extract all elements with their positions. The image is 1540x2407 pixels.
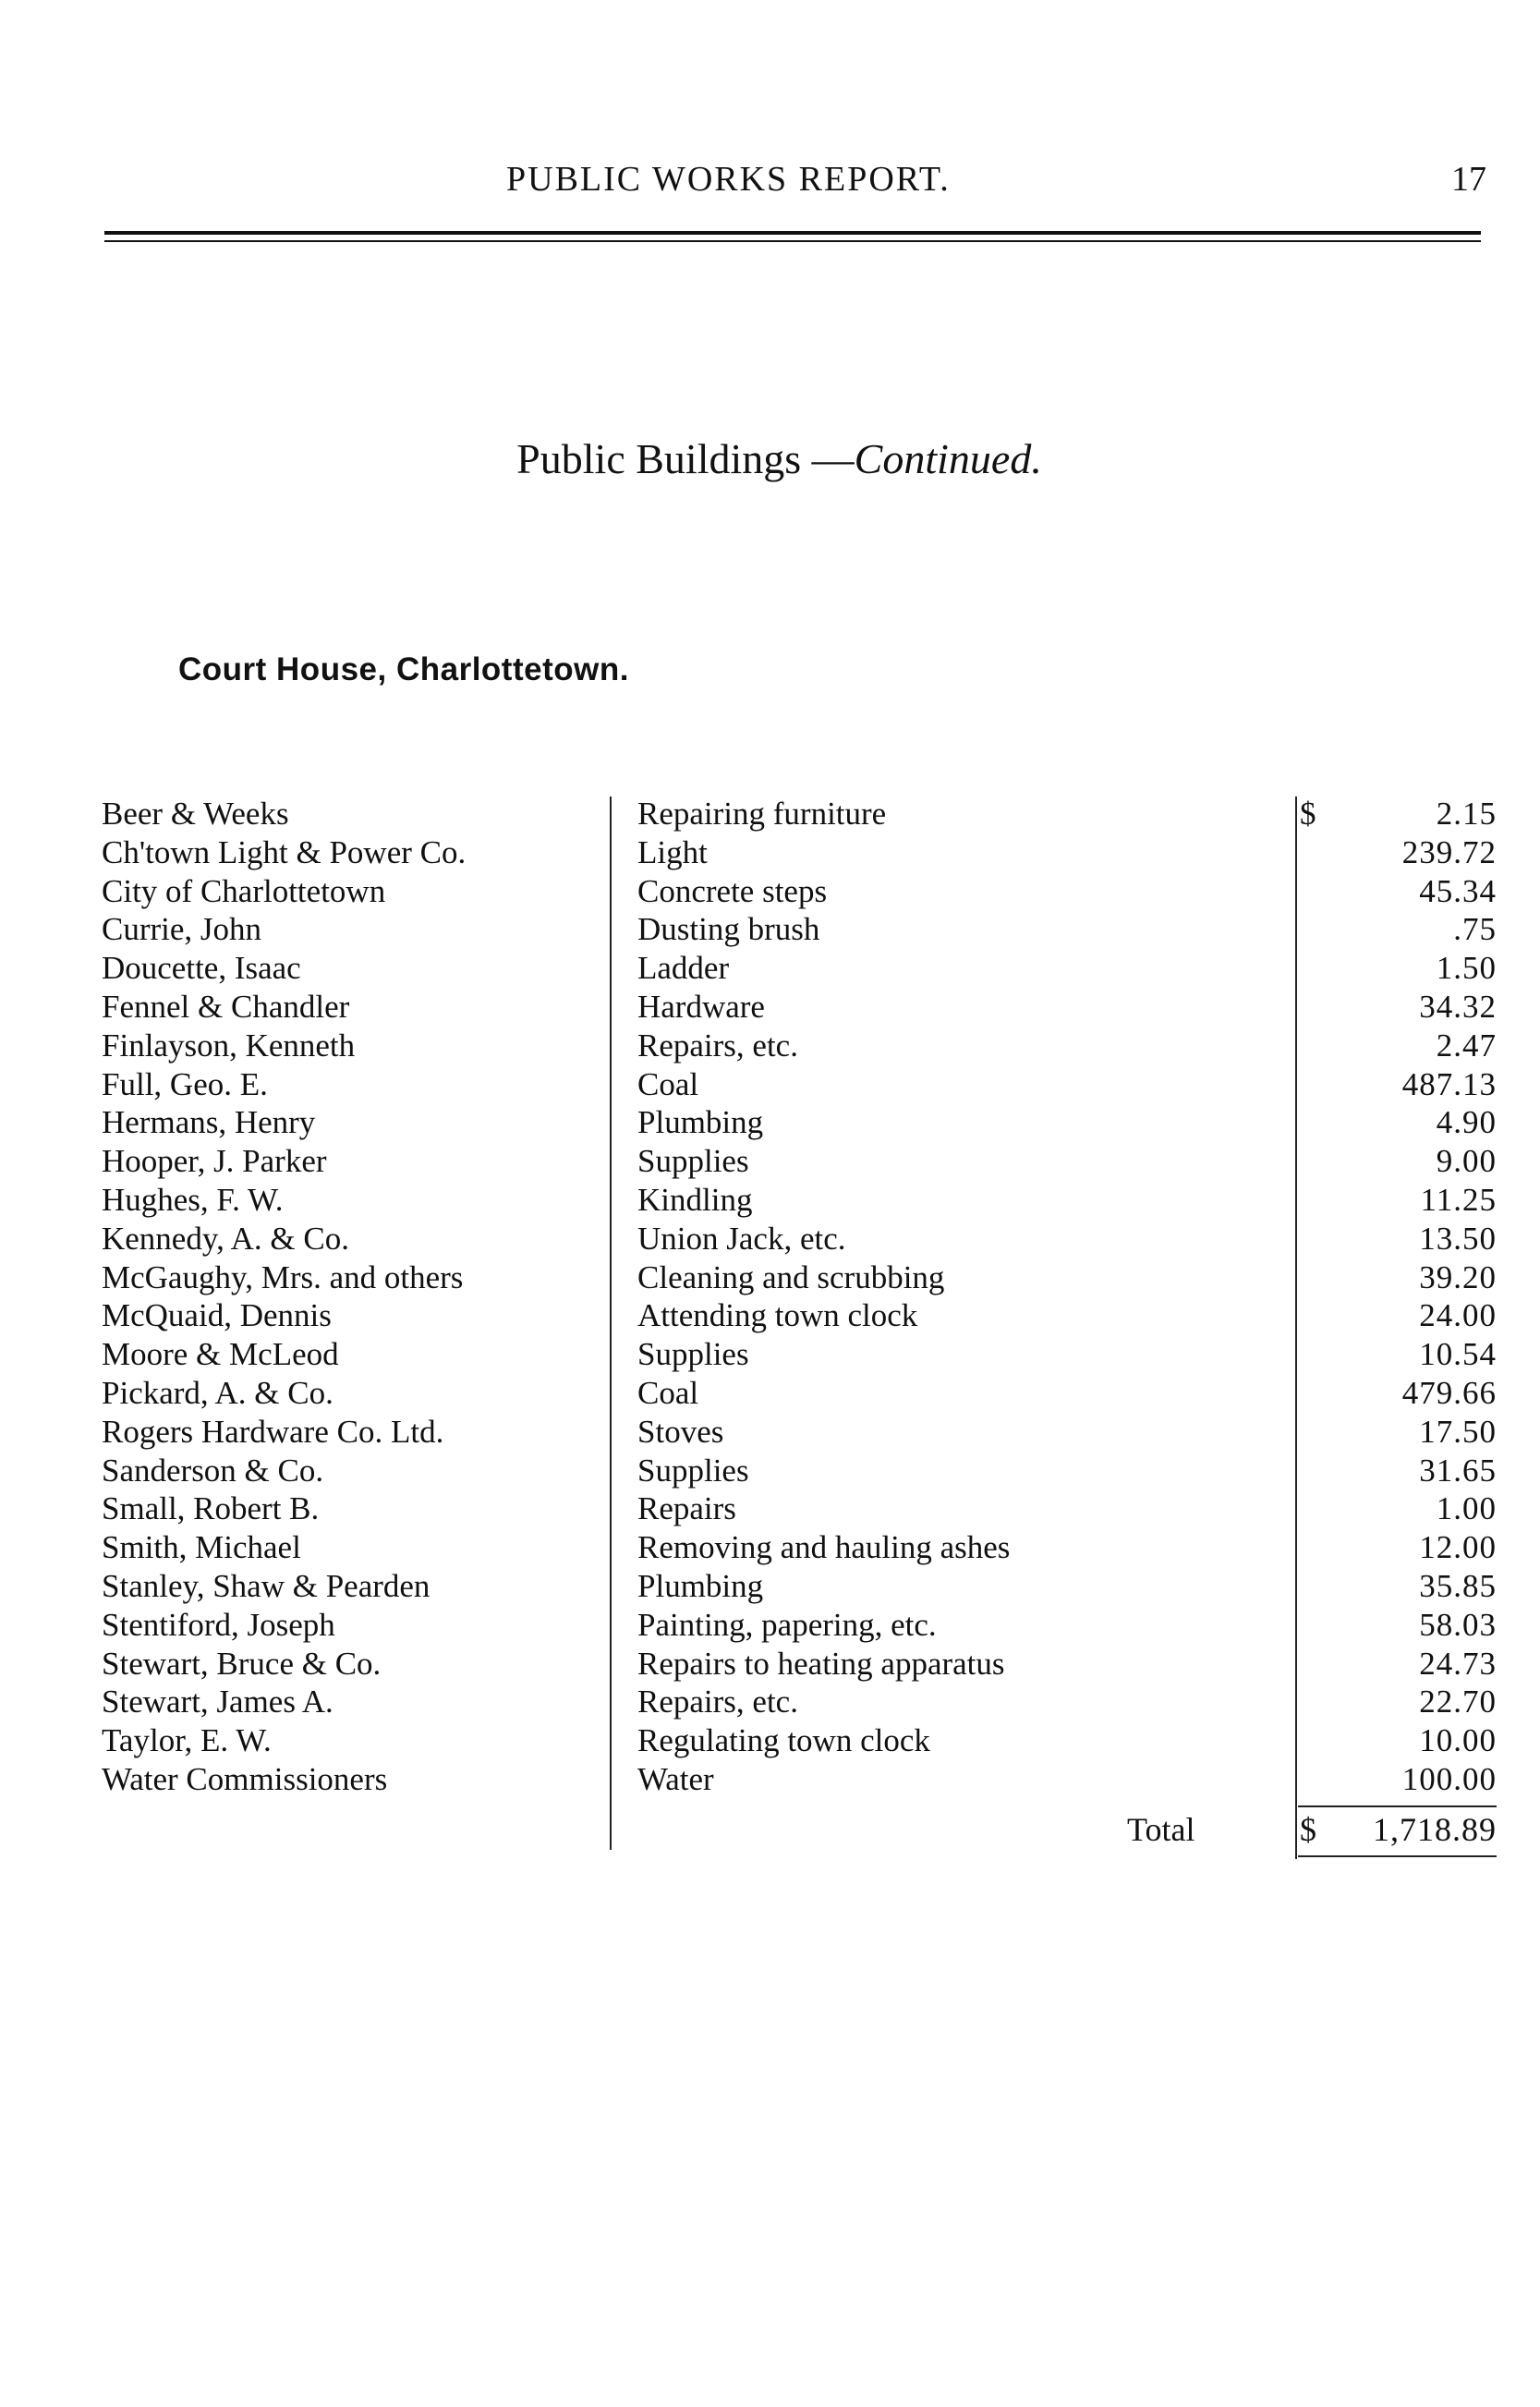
payee-name: City of Charlottetown [102, 872, 386, 909]
payee-name: Full, Geo. E. [102, 1065, 268, 1102]
section-title-main: Public Buildings [516, 435, 802, 482]
table-row [102, 1413, 1497, 1452]
header-rule-thin [104, 240, 1481, 242]
item-description: Coal [637, 1065, 699, 1102]
payee-name: Pickard, A. & Co. [102, 1374, 333, 1411]
item-description: Supplies [637, 1452, 749, 1489]
section-title-continued: Continued. [854, 435, 1042, 482]
item-amount: 10.00 [1419, 1722, 1497, 1759]
item-amount: 1.00 [1436, 1490, 1497, 1527]
table-row [102, 1374, 1497, 1413]
item-amount: 24.00 [1419, 1297, 1497, 1334]
table-row [102, 1489, 1497, 1528]
item-description: Ladder [637, 950, 730, 987]
table-row [102, 872, 1497, 911]
item-amount: 58.03 [1419, 1606, 1497, 1643]
table-row [102, 988, 1497, 1027]
currency-symbol: $ [1300, 796, 1316, 832]
item-amount: 9.00 [1436, 1143, 1497, 1180]
item-amount: 45.34 [1419, 872, 1497, 909]
total-label: Total [1127, 1811, 1195, 1848]
payee-name: Stewart, James A. [102, 1684, 333, 1720]
item-description: Water [637, 1760, 714, 1797]
table-row [102, 1528, 1497, 1567]
section-title [0, 434, 1540, 483]
payee-name: Hooper, J. Parker [102, 1143, 327, 1180]
payee-name: Moore & McLeod [102, 1336, 339, 1373]
table-row [102, 1142, 1497, 1181]
item-description: Repairs to heating apparatus [637, 1645, 1005, 1682]
item-amount: 1.50 [1436, 950, 1497, 987]
payee-name: Taylor, E. W. [102, 1722, 272, 1759]
ledger-table [102, 795, 1497, 1799]
item-description: Coal [637, 1374, 699, 1411]
table-row [102, 1335, 1497, 1374]
payee-name: Currie, John [102, 911, 262, 948]
payee-name: Finlayson, Kenneth [102, 1027, 356, 1064]
table-row [102, 1645, 1497, 1684]
running-header [0, 159, 1540, 205]
payee-name: Sanderson & Co. [102, 1452, 324, 1489]
item-description: Union Jack, etc. [637, 1220, 846, 1257]
payee-name: Stewart, Bruce & Co. [102, 1645, 382, 1682]
item-amount: 100.00 [1401, 1760, 1497, 1797]
section-title-dash: — [801, 435, 855, 482]
item-description: Light [637, 833, 708, 870]
item-description: Concrete steps [637, 872, 828, 909]
payee-name: Beer & Weeks [102, 796, 289, 832]
total-amount: 1,718.89 [1373, 1811, 1497, 1848]
item-amount: 24.73 [1419, 1645, 1497, 1682]
item-amount: 4.90 [1436, 1104, 1497, 1141]
item-amount: 2.15 [1436, 796, 1497, 832]
item-amount: 22.70 [1419, 1684, 1497, 1720]
table-row [102, 1296, 1497, 1335]
item-description: Regulating town clock [637, 1722, 930, 1759]
payee-name: Ch'town Light & Power Co. [102, 833, 467, 870]
subsection-title: Court House, Charlottetown. [178, 651, 629, 687]
item-description: Stoves [637, 1413, 724, 1450]
table-row [102, 833, 1497, 872]
table-row [102, 795, 1497, 833]
table-row [102, 949, 1497, 988]
item-description: Dusting brush [637, 911, 820, 948]
item-description: Hardware [637, 988, 765, 1025]
payee-name: Kennedy, A. & Co. [102, 1220, 349, 1257]
item-description: Cleaning and scrubbing [637, 1258, 945, 1295]
item-amount: 12.00 [1419, 1529, 1497, 1566]
item-description: Supplies [637, 1336, 749, 1373]
payee-name: Stanley, Shaw & Pearden [102, 1567, 430, 1604]
item-amount: 17.50 [1419, 1413, 1497, 1450]
payee-name: Doucette, Isaac [102, 950, 301, 987]
item-description: Repairs, etc. [637, 1027, 798, 1064]
payee-name: Water Commissioners [102, 1760, 388, 1797]
table-row [102, 1065, 1497, 1104]
item-description: Repairs, etc. [637, 1684, 798, 1720]
table-row [102, 1721, 1497, 1760]
payee-name: Small, Robert B. [102, 1490, 320, 1527]
table-row [102, 1103, 1497, 1142]
table-row [102, 1606, 1497, 1645]
item-amount: 39.20 [1419, 1258, 1497, 1295]
total-rule-top [1298, 1805, 1497, 1807]
item-description: Plumbing [637, 1567, 764, 1604]
item-description: Kindling [637, 1181, 753, 1218]
item-description: Attending town clock [637, 1297, 918, 1334]
item-amount: 2.47 [1436, 1027, 1497, 1064]
header-rule-thick [104, 231, 1481, 235]
page-number: 17 [1451, 160, 1486, 199]
table-row [102, 1181, 1497, 1220]
item-description: Plumbing [637, 1104, 764, 1141]
item-amount: 34.32 [1419, 988, 1497, 1025]
table-row [102, 1452, 1497, 1490]
payee-name: Stentiford, Joseph [102, 1606, 335, 1643]
payee-name: Hughes, F. W. [102, 1181, 284, 1218]
item-amount: 13.50 [1419, 1220, 1497, 1257]
payee-name: Fennel & Chandler [102, 988, 350, 1025]
item-description: Painting, papering, etc. [637, 1606, 937, 1643]
payee-name: McQuaid, Dennis [102, 1297, 332, 1334]
item-amount: 239.72 [1401, 833, 1497, 870]
total-currency-symbol: $ [1300, 1811, 1316, 1848]
payee-name: McGaughy, Mrs. and others [102, 1258, 464, 1295]
table-row [102, 1027, 1497, 1065]
item-amount: 35.85 [1419, 1567, 1497, 1604]
item-description: Removing and hauling ashes [637, 1529, 1011, 1566]
item-description: Supplies [637, 1143, 749, 1180]
report-title: PUBLIC WORKS REPORT. [506, 160, 951, 199]
table-row [102, 1220, 1497, 1258]
item-amount: 31.65 [1419, 1452, 1497, 1489]
table-row [102, 1567, 1497, 1606]
item-amount: 479.66 [1401, 1374, 1497, 1411]
table-row [102, 1760, 1497, 1799]
table-row [102, 1683, 1497, 1721]
total-row [0, 1809, 1540, 1850]
item-description: Repairing furniture [637, 796, 887, 832]
item-amount: .75 [1453, 911, 1497, 948]
table-row [102, 910, 1497, 949]
payee-name: Rogers Hardware Co. Ltd. [102, 1413, 444, 1450]
item-amount: 10.54 [1419, 1336, 1497, 1373]
item-amount: 487.13 [1401, 1065, 1497, 1102]
total-rule-bottom [1298, 1855, 1497, 1857]
item-amount: 11.25 [1420, 1181, 1497, 1218]
table-row [102, 1258, 1497, 1297]
payee-name: Hermans, Henry [102, 1104, 316, 1141]
payee-name: Smith, Michael [102, 1529, 301, 1566]
item-description: Repairs [637, 1490, 736, 1527]
